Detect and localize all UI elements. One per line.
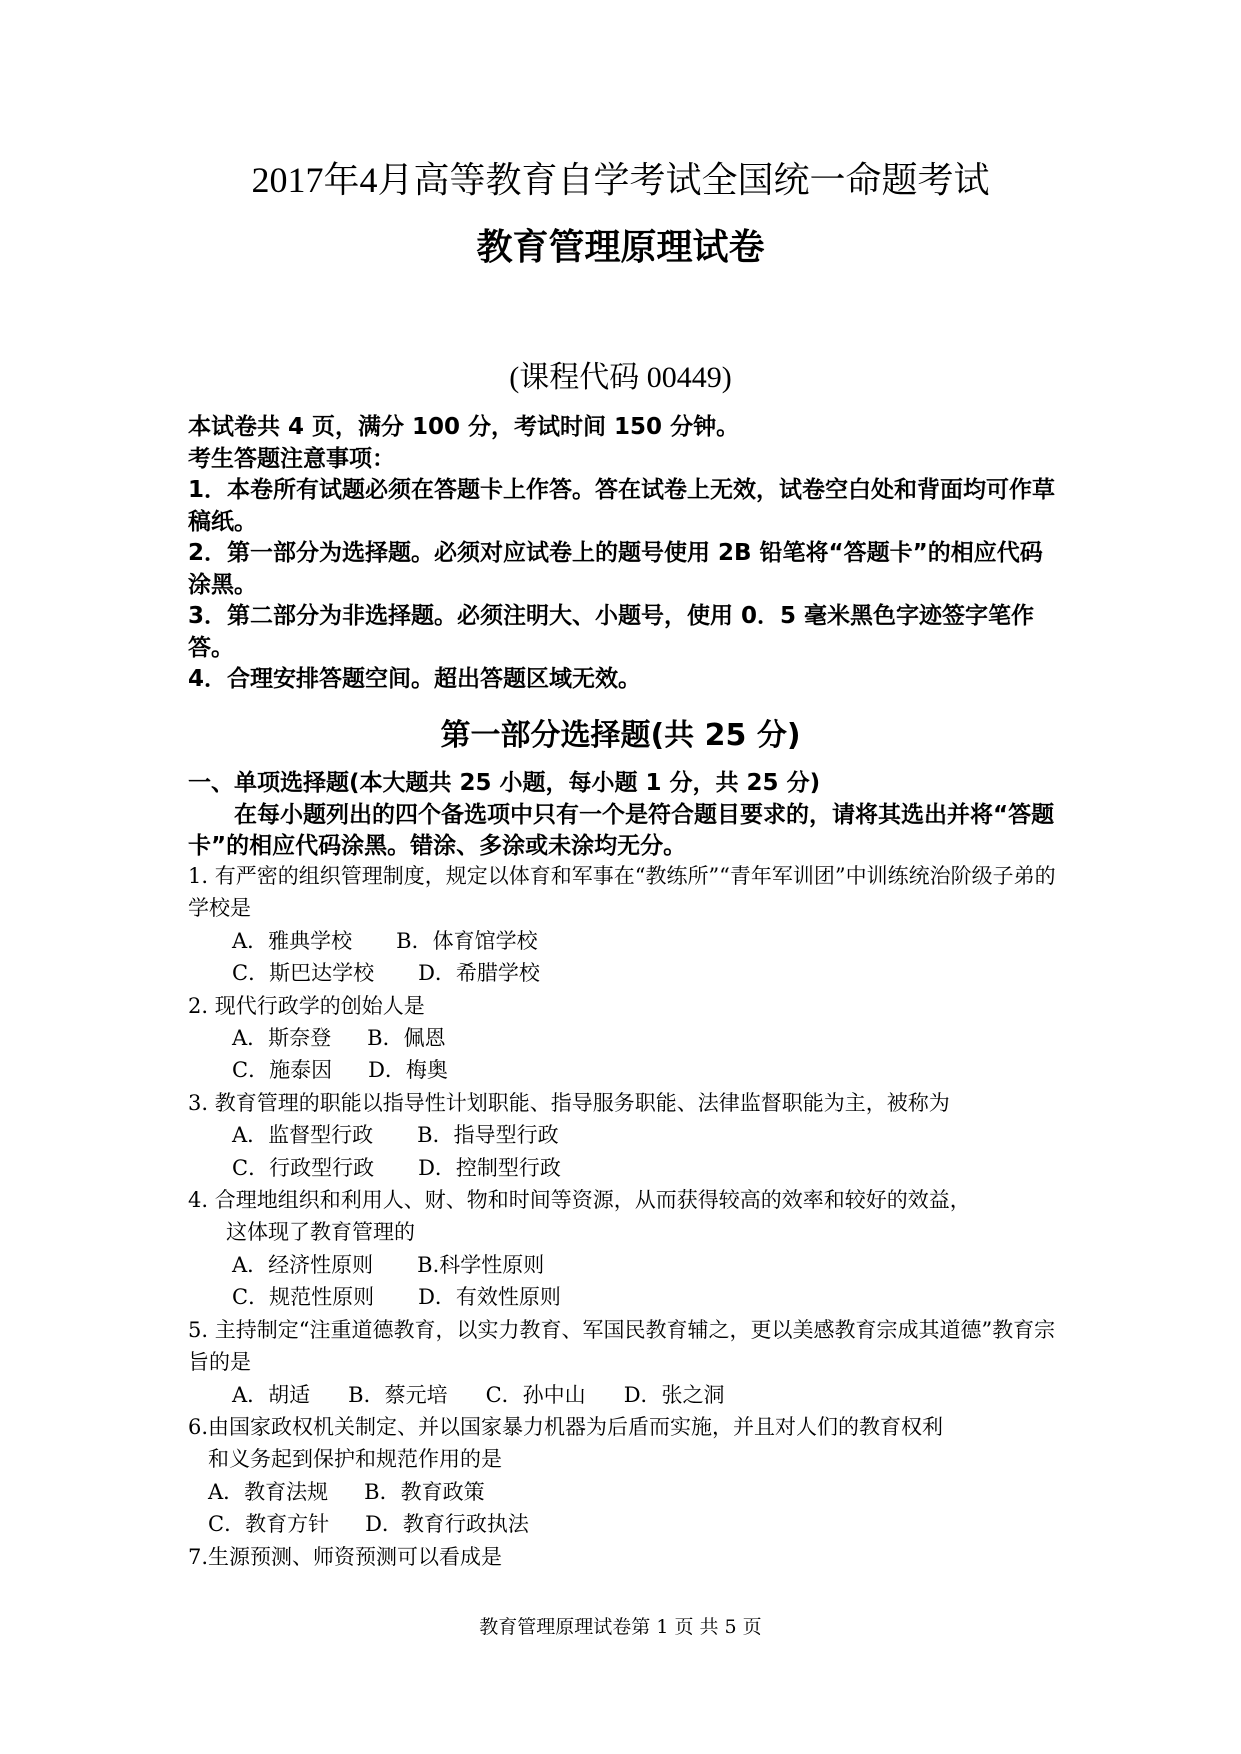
question-5 (188, 1314, 1058, 1411)
notes-item: 4．合理安排答题空间。超出答题区域无效。 (188, 666, 642, 692)
option-b: B.科学性原则 (417, 1252, 545, 1277)
option-row (188, 1022, 1058, 1054)
option-row (188, 925, 1058, 957)
option-a: A．雅典学校 (232, 928, 353, 953)
question-7 (188, 1541, 1058, 1573)
exam-line: 2017年4月高等教育自学考试全国统一命题考试 (251, 160, 990, 200)
part-instruction: 在每小题列出的四个备选项中只有一个是符合题目要求的，请将其选出并将“答题卡”的相应代码涂黑。错涂、多涂或未涂均无分。 (188, 801, 1055, 859)
option-b: B．指导型行政 (417, 1123, 559, 1148)
option-b: B．蔡元培 (348, 1382, 448, 1407)
option-c: C．教育方针 (208, 1512, 330, 1537)
question-3 (188, 1087, 1058, 1184)
option-c: C．规范性原则 (232, 1285, 375, 1310)
question-stem: 6.由国家政权机关制定、并以国家暴力机器为后盾而实施，并且对人们的教育权利 (188, 1414, 944, 1439)
notes-item: 2．第一部分为选择题。必须对应试卷上的题号使用 2B 铅笔将“答题卡”的相应代码涂黑。 (188, 540, 1043, 598)
notes-item: 1．本卷所有试题必须在答题卡上作答。答在试卷上无效，试卷空白处和背面均可作草稿纸。 (188, 477, 1056, 535)
option-b: B．体育馆学校 (396, 928, 538, 953)
option-c: C．施泰因 (232, 1058, 333, 1083)
option-d: D．控制型行政 (418, 1155, 561, 1180)
option-a: A．斯奈登 (232, 1026, 332, 1051)
question-list (188, 860, 1058, 1573)
notes-item: 3．第二部分为非选择题。必须注明大、小题号，使用 0．5 毫米黑色字迹签字笔作答。 (188, 603, 1035, 661)
question-stem: 1. 有严密的组织管理制度，规定以体育和军事在“教练所”“青年军训团”中训练统治阶级子弟的学校是 (188, 864, 1056, 921)
option-a: A．胡适 (232, 1382, 311, 1407)
question-6 (188, 1411, 1058, 1541)
course-code: (课程代码 00449) (509, 361, 732, 394)
option-d: D．张之洞 (623, 1382, 725, 1407)
question-stem: 3. 教育管理的职能以指导性计划职能、指导服务职能、法律监督职能为主，被称为 (188, 1090, 950, 1115)
option-a: A．教育法规 (208, 1479, 329, 1504)
question-stem: 4. 合理地组织和利用人、财、物和时间等资源，从而获得较高的效率和较好的效益， (188, 1188, 971, 1213)
option-b: B．佩恩 (367, 1026, 446, 1051)
question-4 (188, 1184, 1058, 1314)
option-c: C．行政型行政 (232, 1155, 375, 1180)
option-c: C．孙中山 (485, 1382, 586, 1407)
option-d: D．梅奥 (368, 1058, 448, 1083)
question-stem: 5. 主持制定“注重道德教育，以实力教育、军国民教育辅之，更以美感教育宗成其道德”教育宗旨的是 (188, 1317, 1056, 1375)
option-d: D．教育行政执法 (365, 1512, 529, 1537)
paper-title: 教育管理原理试卷 (476, 227, 765, 268)
part-heading: 一、单项选择题(本大题共 25 小题，每小题 1 分，共 25 分) (188, 770, 821, 796)
section-title: 第一部分选择题(共 25 分) (440, 718, 801, 753)
option-c: C．斯巴达学校 (232, 961, 375, 986)
option-row (188, 1249, 1058, 1281)
option-row (188, 1054, 1058, 1086)
option-a: A．监督型行政 (232, 1123, 374, 1148)
question-stem: 7.生源预测、师资预测可以看成是 (188, 1544, 503, 1569)
option-a: A．经济性原则 (232, 1252, 374, 1277)
option-row (188, 1508, 1058, 1540)
option-row (188, 1476, 1058, 1508)
question-stem-continued: 和义务起到保护和规范作用的是 (208, 1447, 502, 1472)
exam-notes (188, 412, 1058, 696)
page-footer: 教育管理原理试卷第 1 页 共 5 页 (479, 1616, 762, 1638)
notes-heading: 考生答题注意事项： (188, 445, 395, 472)
notes-summary: 本试卷共 4 页，满分 100 分，考试时间 150 分钟。 (188, 414, 740, 440)
option-d: D．希腊学校 (418, 961, 540, 986)
part-heading-block (188, 768, 1058, 863)
question-stem-continued: 这体现了教育管理的 (226, 1220, 415, 1245)
question-stem: 2. 现代行政学的创始人是 (188, 993, 425, 1018)
option-b: B．教育政策 (364, 1479, 485, 1504)
option-row (188, 957, 1058, 989)
option-row (188, 1119, 1058, 1151)
question-1 (188, 860, 1058, 990)
option-row (188, 1152, 1058, 1184)
option-row (188, 1281, 1058, 1313)
option-d: D．有效性原则 (418, 1285, 561, 1310)
question-2 (188, 990, 1058, 1087)
option-row (188, 1379, 1058, 1411)
